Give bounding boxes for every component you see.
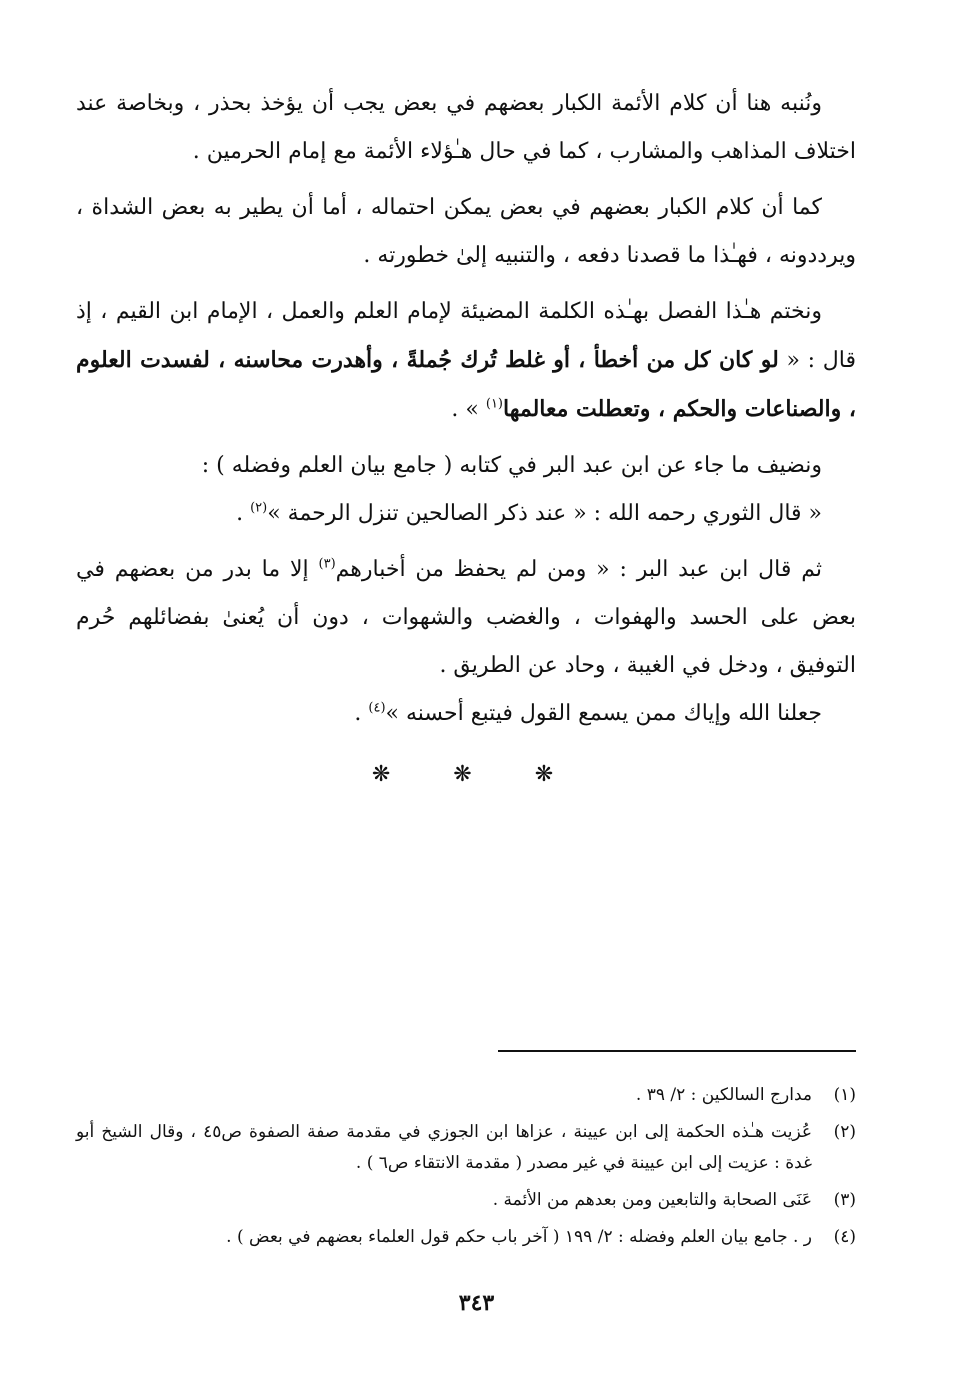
thawri-quote: « قال الثوري رحمه الله : « عند ذكر الصالحين تنزل الرحمة » [267,501,822,526]
footnote-number: (٢) [833,1122,856,1142]
page-number: ٣٤٣ [458,1290,495,1316]
footnote-3 [76,1185,856,1216]
paragraph-1: ونُنبه هنا أن كلام الأئمة الكبار بعضهم في بعض يجب أن يؤخذ بحذر ، وبخاصة عند اختلاف المذاهب والمشارب ، كما في حال هـٰؤلاء الأئمة مع إمام الحرمين . [76,91,856,164]
footnote-2 [76,1117,856,1179]
footnotes [76,1080,856,1259]
footnote-ref-4: (٤) [368,700,386,716]
paragraph-6-rest: إلا ما بدر من بعضهم في بعض على الحسد والهفوات ، والغضب والشهوات ، دون أن يُعنىٰ بفضائلهم حُرم التوفيق ، ودخل في الغيبة ، وحاد عن الطريق . [76,557,856,678]
paragraph-3 [76,288,856,434]
ibn-qayyim-quote: لو كان كل من أخطأ ، أو غلط تُرك جُملةً ، وأهدرت محاسنه ، لفسدت العلوم ، والصناعات والحكم ، وتعطلت معالمها [76,347,856,422]
section-separator: ❋ ❋ ❋ [371,762,582,787]
footnote-number: (٤) [833,1227,856,1247]
footnote-text: عُزيت هـٰذه الحكمة إلى ابن عيينة ، عزاها ابن الجوزي في مقدمة صفة الصفوة ص٤٥ ، وقال الشيخ أبو غدة : عزيت إلى ابن عيينة في غير مصدر ( مقدمة الانتقاء ص٦ ) . [76,1122,812,1173]
paragraph-2: كما أن كلام الكبار بعضهم في بعض يمكن احتماله ، أما أن يطير به بعض الشداة ، ويرددونه ، فهـٰذا ما قصدنا دفعه ، والتنبيه إلىٰ خطورته . [76,195,856,268]
paragraph-7 [76,690,856,738]
footnote-text: ر . جامع بيان العلم وفضله : ٢/ ١٩٩ ( آخر باب حكم قول العلماء بعضهم في بعض ) . [226,1227,812,1247]
footnote-number: (٣) [833,1190,856,1210]
paragraph-7-end: . [354,701,369,726]
footnote-text: مدارج السالكين : ٢/ ٣٩ . [635,1085,812,1105]
paragraph-3-end: » . [451,397,486,422]
main-text [76,80,856,746]
paragraph-4: ونضيف ما جاء عن ابن عبد البر في كتابه ( جامع بيان العلم وفضله ) : [201,453,822,478]
footnote-ref-3: (٣) [318,556,336,572]
footnote-1 [76,1080,856,1111]
footnote-number: (١) [833,1085,856,1105]
closing-prayer: جعلنا الله وإياك ممن يسمع القول فيتبع أحسنه » [385,701,822,726]
footnote-divider [498,1050,856,1052]
paragraph-5 [76,490,856,538]
footnote-ref-1: (١) [485,396,503,412]
paragraph-5-end: . [236,501,251,526]
footnote-4 [76,1222,856,1253]
footnote-ref-2: (٢) [250,500,268,516]
paragraph-3-intro: ونختم هـٰذا الفصل بهـٰذه الكلمة المضيئة لإمام العلم والعمل ، الإمام ابن القيم ، إذ قال : « [76,299,857,373]
footnote-text: عَنَى الصحابة والتابعين ومن بعدهم من الأئمة . [492,1190,812,1210]
paragraph-6-start: ثم قال ابن عبد البر : « ومن لم يحفظ من أخبارهم [335,557,822,582]
paragraph-6 [76,546,856,690]
